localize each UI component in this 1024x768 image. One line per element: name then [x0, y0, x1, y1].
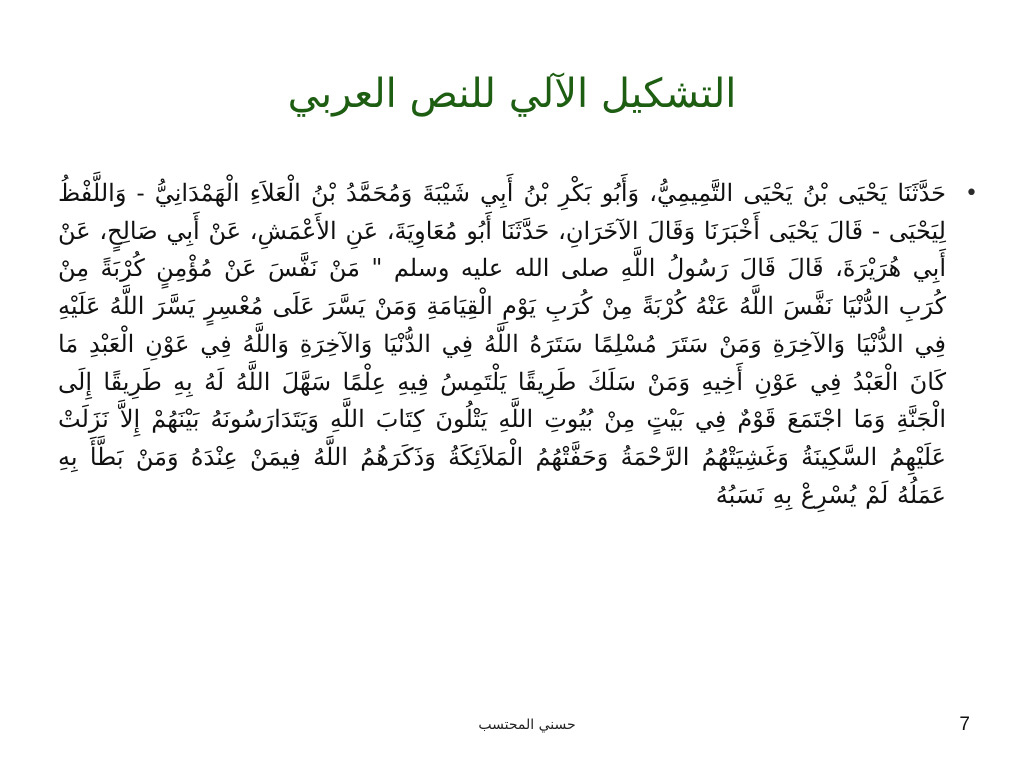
slide-title: التشكيل الآلي للنص العربي [287, 71, 737, 117]
slide-footer [0, 714, 1024, 744]
footer-author: حسني المحتسب [478, 717, 576, 733]
hadith-text: حَدَّثَنَا يَحْيَى بْنُ يَحْيَى التَّمِيمِيُّ، وَأَبُو بَكْرِ بْنُ أَبِي شَيْبَةَ وَمُحَمَّدُ بْنُ الْعَلاَءِ الْهَمْدَانِيُّ - وَاللَّفْظُ لِيَحْيَى - قَالَ يَحْيَى أَخْبَرَنَا وَقَالَ الآخَرَانِ، حَدَّثَنَا أَبُو مُعَاوِيَةَ، عَنِ الأَعْمَشِ، عَنْ أَبِي صَالِحٍ، عَنْ أَبِي هُرَيْرَةَ، قَالَ قَالَ رَسُولُ اللَّهِ صلى الله عليه وسلم " مَنْ نَفَّسَ عَنْ مُؤْمِنٍ كُرْبَةً مِنْ كُرَبِ الدُّنْيَا نَفَّسَ اللَّهُ عَنْهُ كُرْبَةً مِنْ كُرَبِ يَوْمِ الْقِيَامَةِ وَمَنْ يَسَّرَ عَلَى مُعْسِرٍ يَسَّرَ اللَّهُ عَلَيْهِ فِي الدُّنْيَا وَالآخِرَةِ وَمَنْ سَتَرَ مُسْلِمًا سَتَرَهُ اللَّهُ فِي الدُّنْيَا وَالآخِرَةِ وَاللَّهُ فِي عَوْنِ الْعَبْدِ مَا كَانَ الْعَبْدُ فِي عَوْنِ أَخِيهِ وَمَنْ سَلَكَ طَرِيقًا يَلْتَمِسُ فِيهِ عِلْمًا سَهَّلَ اللَّهُ لَهُ بِهِ طَرِيقًا إِلَى الْجَنَّةِ وَمَا اجْتَمَعَ قَوْمٌ فِي بَيْتٍ مِنْ بُيُوتِ اللَّهِ يَتْلُونَ كِتَابَ اللَّهِ وَيَتَدَارَسُونَهُ بَيْنَهُمْ إِلاَّ نَزَلَتْ عَلَيْهِمُ السَّكِينَةُ وَغَشِيَتْهُمُ الرَّحْمَةُ وَحَفَّتْهُمُ الْمَلاَئِكَةُ وَذَكَرَهُمُ اللَّهُ فِيمَنْ عِنْدَهُ وَمَنْ بَطَّأَ بِهِ عَمَلُهُ لَمْ يُسْرِعْ بِهِ نَسَبُهُ [58, 179, 947, 509]
slide-content [58, 175, 982, 514]
bullet-item [58, 175, 982, 514]
bullet-icon: • [965, 181, 978, 206]
page-number: 7 [959, 714, 970, 735]
